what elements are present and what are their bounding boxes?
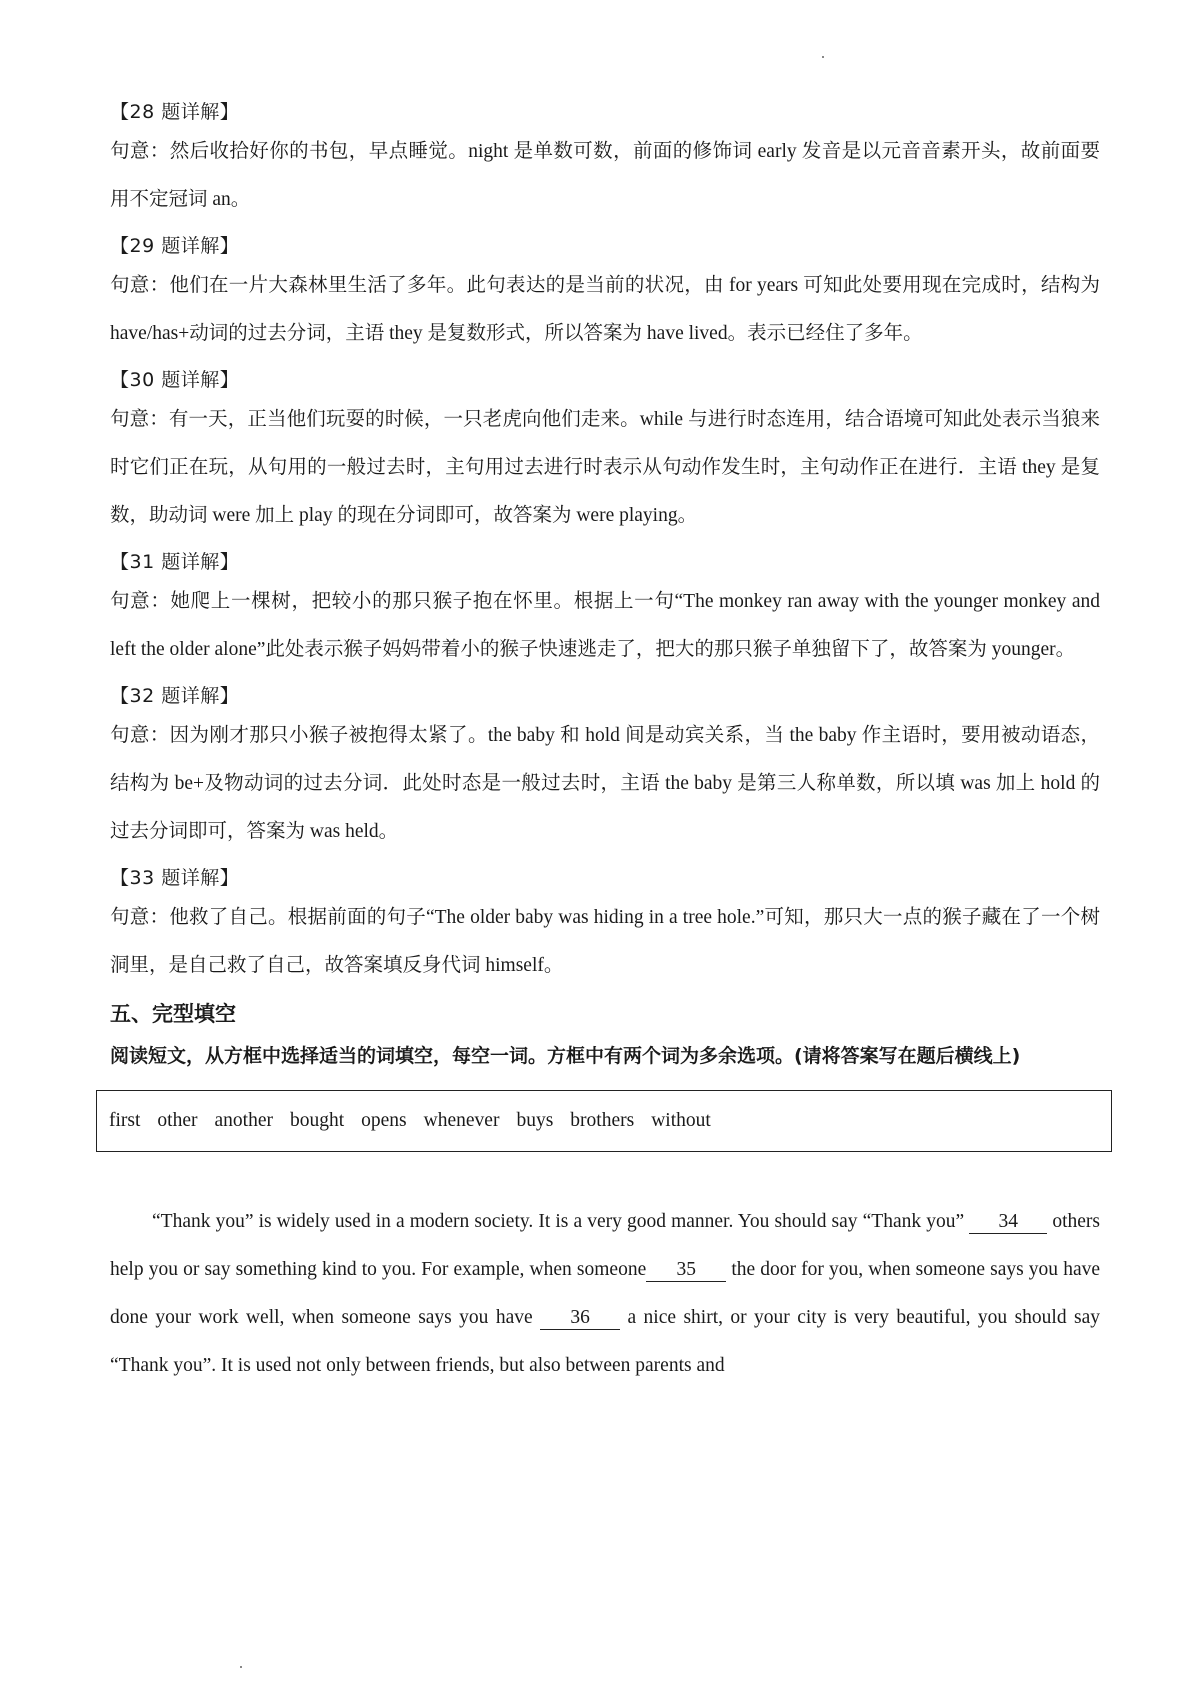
part-five-instructions: 阅读短文，从方框中选择适当的词填空，每空一词。方框中有两个词为多余选项。(请将答案写在题后横线上) [110, 1045, 1021, 1067]
answer-blank-36[interactable]: 36 [540, 1307, 620, 1330]
passage-text: “Thank you” is widely used in a modern society. It is a very good manner. You should say “Thank you” [152, 1211, 970, 1232]
section-text: 句意：有一天，正当他们玩耍的时候，一只老虎向他们走来。while 与进行时态连用，结合语境可知此处表示当狼来时它们正在玩，从句用的一般过去时，主句用过去进行时表示从句动作发生时，主句动作正在进行．主语 they 是复数，助动词 were 加上 play 的现在分词即可，故答案为 were playing。 [110, 409, 1100, 526]
section-heading: 【31 题详解】 [110, 551, 240, 573]
section-heading: 【32 题详解】 [110, 685, 240, 707]
section-text: 句意：因为刚才那只小猴子被抱得太紧了。the baby 和 hold 间是动宾关系，当 the baby 作主语时，要用被动语态，结构为 be+及物动词的过去分词．此处时态是一般过去时，主语 the baby 是第三人称单数，所以填 was 加上 hold 的过去分词即可，答案为 was held。 [110, 725, 1100, 842]
section-heading: 【29 题详解】 [110, 235, 240, 257]
scan-dot-bottom [240, 1666, 242, 1668]
word-bank-item: opens [361, 1110, 407, 1131]
word-bank-item: another [214, 1110, 273, 1131]
passage-text: a nice shirt, or your city is very beautiful, you should say “Thank you”. It is used not only between friends, but also between parents and [110, 1307, 1100, 1376]
explanation-33 [110, 862, 1100, 990]
word-bank-item: bought [289, 1110, 345, 1131]
document-page [110, 96, 1100, 1410]
explanation-29 [110, 230, 1100, 358]
cloze-passage [110, 1198, 1100, 1390]
explanation-32 [110, 680, 1100, 856]
section-text: 句意：他救了自己。根据前面的句子“The older baby was hiding in a tree hole.”可知，那只大一点的猴子藏在了一个树洞里，是自己救了自己，故答案填反身代词 himself。 [110, 907, 1100, 976]
section-text: 句意：她爬上一棵树，把较小的那只猴子抱在怀里。根据上一句“The monkey ran away with the younger monkey and left the older alone”此处表示猴子妈妈带着小的猴子快速逃走了，把大的那只猴子单独留下了，故答案为 younger。 [110, 591, 1100, 660]
answer-blank-34[interactable]: 34 [969, 1211, 1047, 1234]
word-bank-box [96, 1090, 1112, 1152]
scan-dot-top [822, 56, 824, 58]
word-bank-item: first [109, 1110, 141, 1131]
section-heading: 【30 题详解】 [110, 369, 240, 391]
section-heading: 【33 题详解】 [110, 867, 240, 889]
word-bank-item: other [157, 1110, 198, 1131]
section-text: 句意：然后收拾好你的书包，早点睡觉。night 是单数可数，前面的修饰词 early 发音是以元音音素开头，故前面要用不定冠词 an。 [110, 141, 1100, 210]
answer-blank-35[interactable]: 35 [646, 1259, 726, 1282]
explanation-30 [110, 364, 1100, 540]
section-text: 句意：他们在一片大森林里生活了多年。此句表达的是当前的状况，由 for years 可知此处要用现在完成时，结构为 have/has+动词的过去分词，主语 they 是复数形式，所以答案为 have lived。表示已经住了多年。 [110, 275, 1100, 344]
explanation-28 [110, 96, 1100, 224]
explanation-31 [110, 546, 1100, 674]
word-bank-item: buys [516, 1110, 554, 1131]
word-bank-item: brothers [570, 1110, 635, 1131]
section-heading: 【28 题详解】 [110, 101, 240, 123]
passage-text: the door for you, when someone says you have done your work well, when someone says you have [110, 1259, 1100, 1328]
part-five-title: 五、完型填空 [110, 1002, 236, 1026]
word-bank-item: whenever [423, 1110, 500, 1131]
word-bank-item: without [651, 1110, 711, 1131]
passage-text: others help you or say something kind to you. For example, when someone [110, 1211, 1100, 1280]
